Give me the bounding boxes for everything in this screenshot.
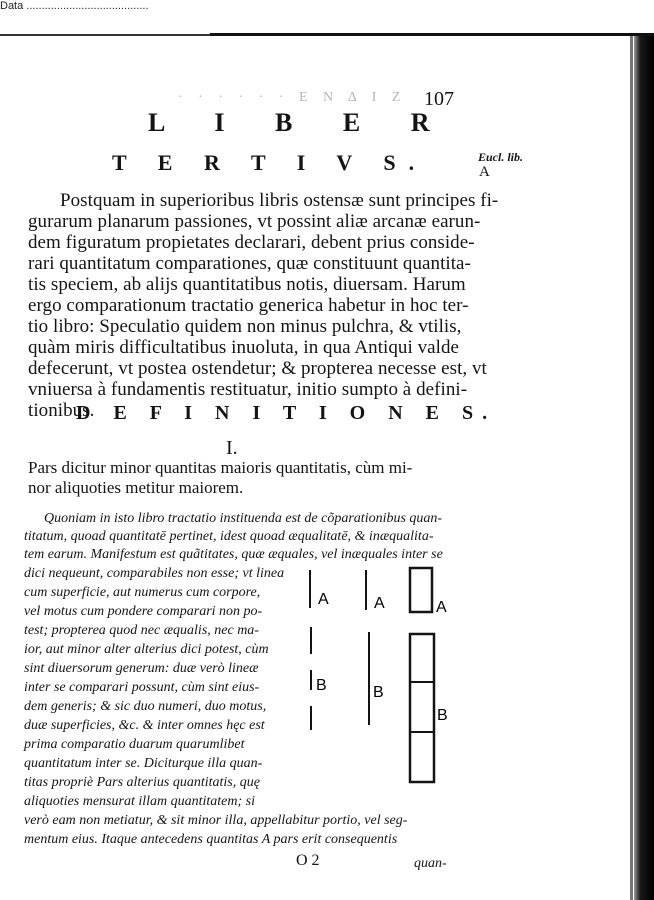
commentary-line: ior, aut minor alter alterius dici potest, cùm	[24, 642, 269, 657]
label-b1: B	[316, 677, 327, 694]
label-a2: A	[374, 595, 385, 612]
paragraph-line: ergo comparationum tractatio generica habetur in hoc ter-	[28, 295, 469, 316]
paragraph-line: tio libro: Speculatio quidem non minus pulchra, & vtilis,	[28, 316, 462, 337]
commentary-line: quantitatum inter se. Diciturque illa quan-	[24, 756, 263, 771]
commentary-line: titatum, quoad quantitatē pertinet, idest quoad æqualitatē, & inæqualita-	[24, 529, 434, 544]
label-a3: A	[436, 599, 447, 616]
rect-b3	[410, 634, 434, 782]
paragraph-line: rari quantitatum comparationes, quæ constituunt quantita-	[28, 253, 471, 274]
commentary-line: vel motus cum pondere comparari non po-	[24, 604, 263, 619]
book-spine-edge	[630, 36, 633, 900]
paragraph-line: dem figuratum propietates declarari, debent prius conside-	[28, 232, 475, 253]
commentary-line: tem earum. Manifestum est quãtitates, quæ æquales, vel inæquales inter se	[24, 547, 443, 562]
line-segment-figure	[300, 560, 470, 785]
commentary-line: duæ superficies, &c. & inter omnes hęc est	[24, 718, 265, 733]
commentary-line: mentum eius. Itaque antecedens quantitas A pars erit consequentis	[24, 832, 398, 847]
paragraph-line: tis speciem, ab alijs quantitatibus notis, diuersam. Harum	[28, 274, 466, 295]
commentary-line: prima comparatio duarum quarumlibet	[24, 737, 245, 752]
commentary-line: titas propriè Pars alterius quantitatis, quę	[24, 775, 260, 790]
commentary-line: cum superficie, aut numerus cum corpore,	[24, 585, 261, 600]
commentary-line: inter se comparari possunt, cùm sint eius-	[24, 680, 260, 695]
rect-a3	[410, 568, 432, 612]
paragraph-line: Postquam in superioribus libris ostensæ sunt principes fi-	[60, 190, 499, 211]
paragraph-line: vniuersa à fundamentis restituatur, initio sumpto à defini-	[28, 379, 468, 400]
commentary-line: sint diuersorum generum: duæ verò lineæ	[24, 661, 259, 676]
paragraph-line: tionibus.	[28, 400, 95, 421]
bleed-through-text: · · · · · · Ε Ν Δ Ι Ζ	[178, 90, 407, 105]
section-heading: D E F I N I T I O N E S.	[76, 402, 497, 424]
catchword: quan-	[414, 856, 447, 871]
paragraph-line: quàm miris difficultatibus inuoluta, in qua Antiqui valde	[28, 337, 459, 358]
paragraph-line: gurarum planarum passiones, vt possint aliæ arcanæ earun-	[28, 211, 481, 232]
label-a1: A	[318, 591, 329, 608]
definition-line: nor aliquoties metitur maiorem.	[28, 478, 244, 497]
commentary-line: dem generis; & sic duo numeri, duo motus,	[24, 699, 267, 714]
book-spine-shadow	[634, 36, 654, 900]
commentary-line: aliquoties mensurat illam quantitatem; si	[24, 794, 255, 809]
book-title: L I B E R	[148, 108, 452, 137]
paragraph-line: defecerunt, vt postea ostendetur; & propterea necesse est, vt	[28, 358, 487, 379]
definition-number: I.	[226, 437, 238, 459]
scan-rule-top	[210, 33, 654, 36]
commentary-line: dici nequeunt, comparabiles non esse; vt linea	[24, 566, 285, 581]
commentary-line: Quoniam in isto libro tractatio instituenda est de cõparationibus quan-	[44, 511, 443, 526]
margin-letter: A	[479, 164, 490, 180]
date-stamp: Data ........................................	[0, 0, 149, 12]
page-number: 107	[424, 88, 454, 110]
commentary-line: verò eam non metiatur, & sit minor illa, appellabitur portio, vel seg-	[24, 813, 408, 828]
label-b3: B	[437, 707, 448, 724]
definition-line: Pars dicitur minor quantitas maioris quantitatis, cùm mi-	[28, 458, 413, 477]
book-subtitle: T E R T I V S.	[112, 150, 428, 175]
margin-reference: Eucl. lib.	[478, 150, 524, 164]
commentary-line: test; propterea quod nec æqualis, nec ma-	[24, 623, 259, 638]
label-b2: B	[373, 684, 384, 701]
signature-mark: O 2	[296, 852, 320, 869]
